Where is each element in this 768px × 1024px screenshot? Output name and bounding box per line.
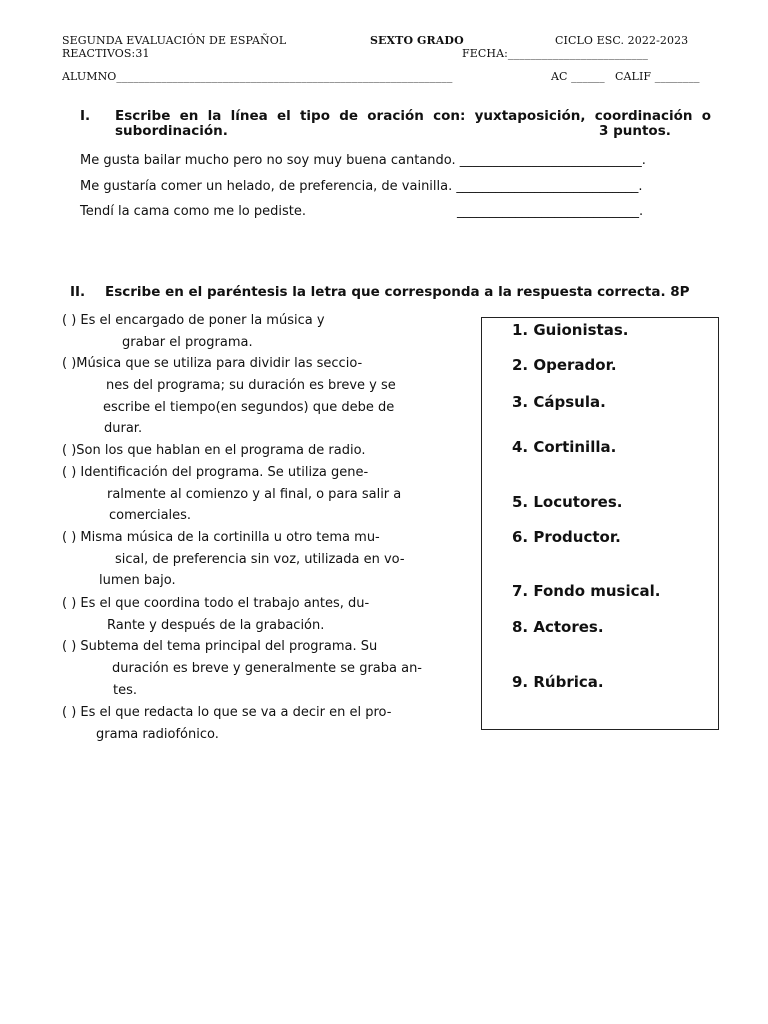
section-1-numeral: I. xyxy=(80,108,91,124)
match-item-1-cont: grabar el programa. xyxy=(122,335,253,350)
student-name-field[interactable]: ALUMNO____________________________________________________________ xyxy=(62,70,453,83)
option-4: 4. Cortinilla. xyxy=(512,438,617,456)
sentence-3-answer-line[interactable]: ____________________________. xyxy=(457,204,644,219)
match-item-2-cont: nes del programa; su duración es breve y se xyxy=(106,378,396,393)
date-field[interactable]: FECHA:_________________________ xyxy=(462,47,648,60)
match-item-6-cont: Rante y después de la grabación. xyxy=(107,618,325,633)
score-field[interactable]: CALIF ________ xyxy=(615,70,700,83)
section-1-instruction-line2: subordinación. xyxy=(115,123,228,139)
option-1: 1. Guionistas. xyxy=(512,321,629,339)
grade-level: SEXTO GRADO xyxy=(370,34,464,47)
exam-title: SEGUNDA EVALUACIÓN DE ESPAÑOL xyxy=(62,34,287,47)
match-item-4-cont: comerciales. xyxy=(109,508,192,523)
option-2: 2. Operador. xyxy=(512,356,617,374)
match-item-8[interactable]: ( ) Es el que redacta lo que se va a decir en el pro- xyxy=(62,705,392,720)
section-2-instruction: Escribe en el paréntesis la letra que corresponda a la respuesta correcta. 8P xyxy=(105,284,690,300)
section-2-numeral: II. xyxy=(70,284,86,300)
school-cycle: CICLO ESC. 2022-2023 xyxy=(555,34,689,47)
option-3: 3. Cápsula. xyxy=(512,393,606,411)
answer-options-box xyxy=(481,317,719,730)
option-6: 6. Productor. xyxy=(512,528,621,546)
match-item-5-cont: lumen bajo. xyxy=(99,573,176,588)
ac-field[interactable]: AC ______ xyxy=(551,70,605,83)
match-item-7-cont: duración es breve y generalmente se graba an- xyxy=(112,661,423,676)
match-item-4-cont: ralmente al comienzo y al final, o para salir a xyxy=(107,487,402,502)
match-item-1[interactable]: ( ) Es el encargado de poner la música y xyxy=(62,313,325,328)
match-item-7-cont: tes. xyxy=(113,683,138,698)
option-9: 9. Rúbrica. xyxy=(512,673,604,691)
option-5: 5. Locutores. xyxy=(512,493,623,511)
match-item-7[interactable]: ( ) Subtema del tema principal del programa. Su xyxy=(62,639,378,654)
match-item-2-cont: durar. xyxy=(104,421,143,436)
match-item-2[interactable]: ( )Música que se utiliza para dividir las seccio- xyxy=(62,356,363,371)
match-item-6[interactable]: ( ) Es el que coordina todo el trabajo antes, du- xyxy=(62,596,370,611)
option-7: 7. Fondo musical. xyxy=(512,582,661,600)
sentence-1[interactable]: Me gusta bailar mucho pero no soy muy buena cantando. ____________________________. xyxy=(80,153,646,168)
section-1-points: 3 puntos. xyxy=(599,123,671,139)
match-item-5-cont: sical, de preferencia sin voz, utilizada en vo- xyxy=(115,552,405,567)
match-item-4[interactable]: ( ) Identificación del programa. Se utiliza gene- xyxy=(62,465,369,480)
option-8: 8. Actores. xyxy=(512,618,604,636)
sentence-2[interactable]: Me gustaría comer un helado, de preferencia, de vainilla. ____________________________. xyxy=(80,179,643,194)
match-item-5[interactable]: ( ) Misma música de la cortinilla u otro tema mu- xyxy=(62,530,380,545)
items-count: REACTIVOS:31 xyxy=(62,47,150,60)
match-item-3[interactable]: ( )Son los que hablan en el programa de radio. xyxy=(62,443,366,458)
match-item-2-cont: escribe el tiempo(en segundos) que debe de xyxy=(103,400,395,415)
section-1-instruction-line1: Escribe en la línea el tipo de oración con: yuxtaposición, coordinación o xyxy=(115,108,711,124)
sentence-3: Tendí la cama como me lo pediste. xyxy=(80,204,307,219)
match-item-8-cont: grama radiofónico. xyxy=(96,727,219,742)
